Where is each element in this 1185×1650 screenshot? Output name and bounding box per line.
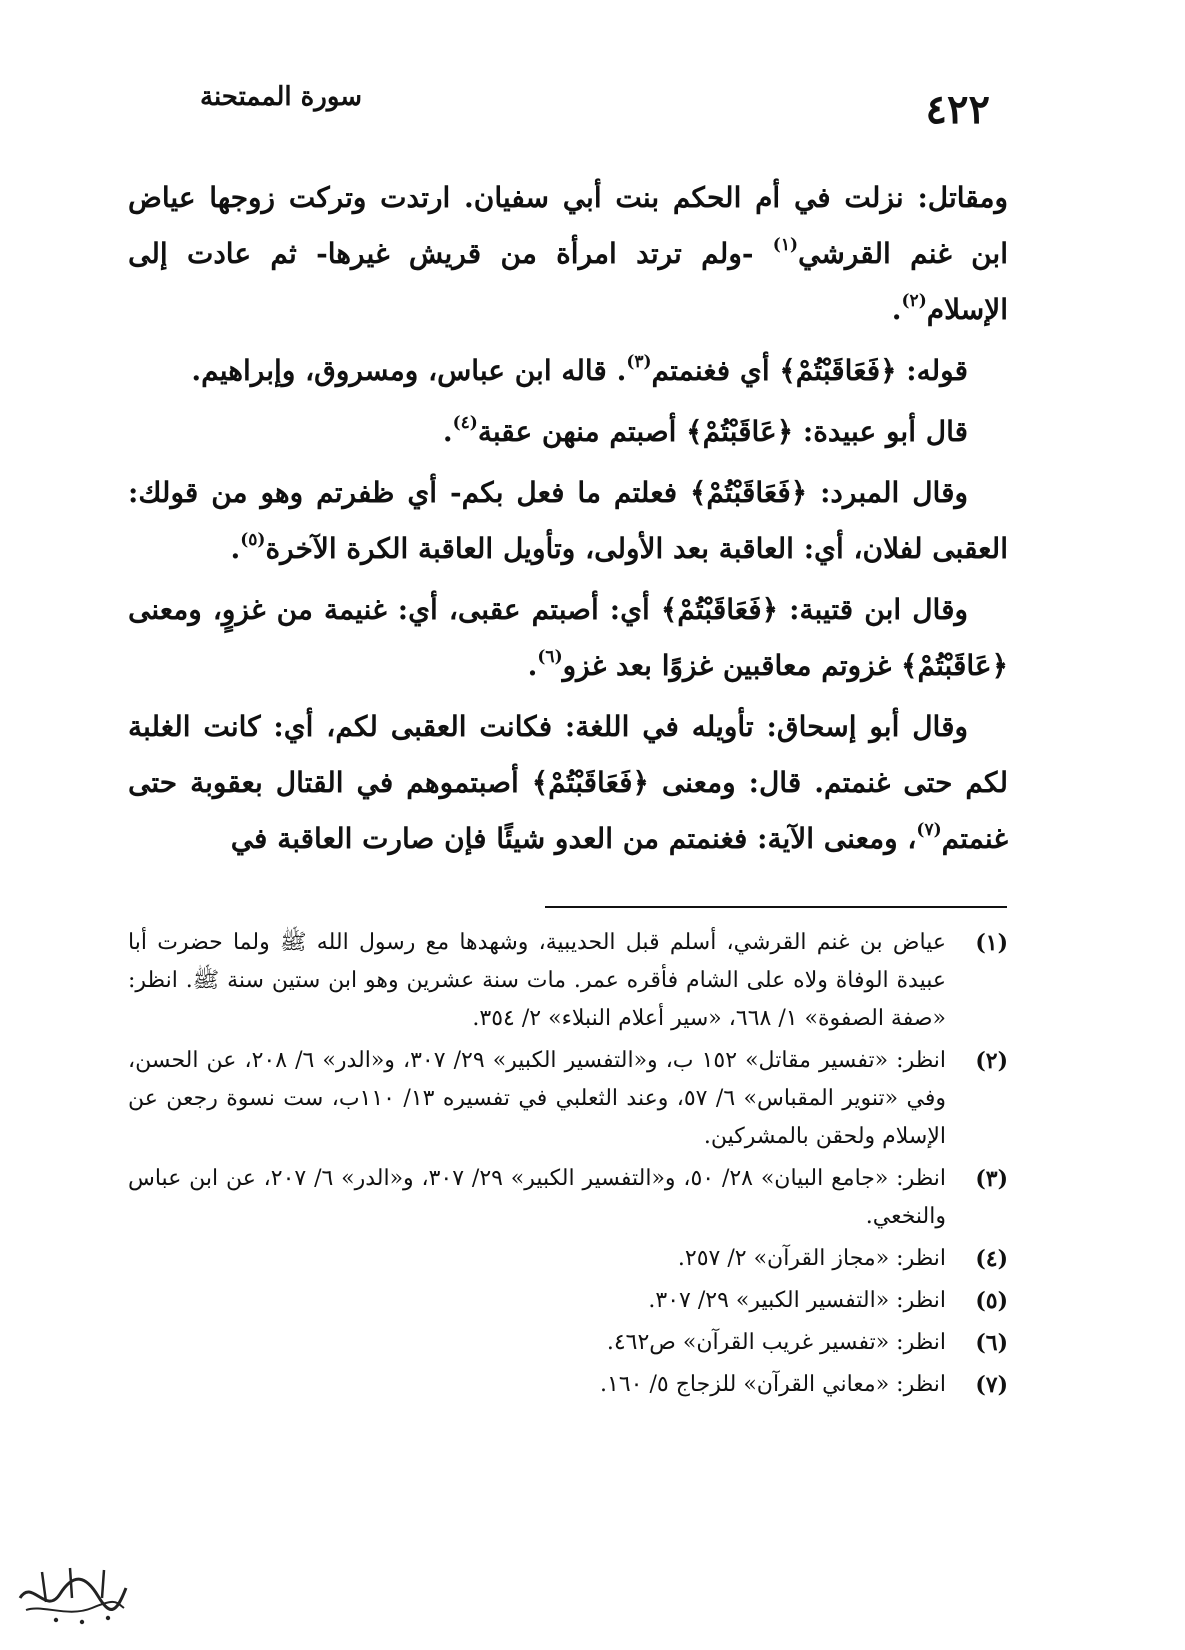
- quran-quote: ﴿فَعَاقَبْتُمْ﴾: [690, 476, 808, 509]
- text-run: أصبتموهم في القتال بعقوبة حتى غنمتم: [128, 766, 1008, 855]
- footnote-5: [128, 1282, 1008, 1320]
- quran-quote: ﴿فَعَاقَبْتُمْ﴾: [531, 766, 649, 799]
- footnote-text: انظر: «مجاز القرآن» ٢/ ٢٥٧.: [677, 1246, 946, 1271]
- footnote-3: [128, 1160, 1008, 1236]
- surah-title: سورة الممتحنة: [200, 82, 363, 112]
- footnote-ref-5: (٥): [240, 529, 266, 550]
- paragraph-4: [128, 465, 1008, 577]
- footnote-text: انظر: «معاني القرآن» للزجاج ٥/ ١٦٠.: [600, 1372, 946, 1397]
- footnote-number: (١): [975, 930, 1008, 956]
- footnote-ref-7: (٧): [916, 819, 942, 840]
- text-run: أي فغنمتم: [651, 354, 780, 387]
- footnote-ref-2: (٢): [901, 290, 927, 311]
- text-run: . قاله ابن عباس، ومسروق، وإبراهيم.: [191, 354, 627, 387]
- text-run: قال أبو عبيدة:: [793, 415, 968, 448]
- footnote-number: (٦): [975, 1330, 1008, 1356]
- footnote-ref-4: (٤): [452, 412, 478, 433]
- footnote-number: (٥): [975, 1288, 1008, 1314]
- text-run: .: [891, 293, 902, 326]
- main-text: [128, 170, 1008, 872]
- footnote-text: انظر: «التفسير الكبير» ٢٩/ ٣٠٧.: [648, 1288, 946, 1313]
- publisher-logo-graphic: [12, 1558, 132, 1630]
- footnote-2: [128, 1042, 1008, 1156]
- footnote-separator: [545, 906, 1007, 908]
- text-run: أصبتم منهن عقبة: [477, 415, 687, 448]
- footnotes: [128, 924, 1008, 1408]
- footnote-ref-3: (٣): [626, 351, 652, 372]
- text-run: أي: أصبتم عقبى، أي: غنيمة من غزوٍ، ومعنى: [128, 593, 661, 626]
- text-run: غزوتم معاقبين غزوًا بعد غزو: [562, 649, 902, 682]
- footnote-number: (٧): [975, 1372, 1008, 1398]
- footnote-text: انظر: «تفسير مقاتل» ١٥٢ ب، و«التفسير الكبير» ٢٩/ ٣٠٧، و«الدر» ٦/ ٢٠٨، عن الحسن، وفي «تنوير المقباس» ٦/ ٥٧، وعند الثعلبي في تفسيره ١٣/ ١١٠ب، ست نسوة رجعن عن الإسلام ولحقن بالمشركين.: [128, 1048, 946, 1149]
- footnote-text: انظر: «تفسير غريب القرآن» ص٤٦٢.: [606, 1330, 946, 1355]
- paragraph-3: [128, 404, 1008, 460]
- quran-quote: ﴿فَعَاقَبْتُمْ﴾: [779, 354, 897, 387]
- text-run: وقال أبو إسحاق: تأويله في اللغة: فكانت العقبى لكم، أي: كانت الغلبة لكم حتى غنمتم. قال: ومعنى: [128, 710, 1008, 799]
- text-run: ، ومعنى الآية: فغنمتم من العدو شيئًا فإن صارت العاقبة في: [230, 822, 917, 855]
- footnote-number: (٢): [975, 1048, 1008, 1074]
- paragraph-5: [128, 582, 1008, 694]
- paragraph-2: [128, 343, 1008, 399]
- text-run: .: [230, 532, 241, 565]
- page-header: [170, 72, 990, 142]
- footnote-ref-6: (٦): [537, 646, 563, 667]
- paragraph-6: [128, 699, 1008, 867]
- page-number: ٤٢٢: [925, 86, 990, 133]
- publisher-logo: [12, 1558, 132, 1630]
- text-run: .: [527, 649, 538, 682]
- quran-quote: ﴿عَاقَبْتُمْ﴾: [686, 415, 794, 448]
- text-run: وقال ابن قتيبة:: [778, 593, 968, 626]
- quran-quote: ﴿فَعَاقَبْتُمْ﴾: [660, 593, 779, 626]
- text-run: فعلتم ما فعل بكم- أي ظفرتم وهو من قولك: العقبى لفلان، أي: العاقبة بعد الأولى، وتأويل العاقبة الكرة الآخرة: [128, 476, 1008, 565]
- footnote-text: انظر: «جامع البيان» ٢٨/ ٥٠، و«التفسير الكبير» ٢٩/ ٣٠٧، و«الدر» ٦/ ٢٠٧، عن ابن عباس والنخعي.: [128, 1166, 946, 1229]
- footnote-text: عياض بن غنم القرشي، أسلم قبل الحديبية، وشهدها مع رسول الله ﷺ ولما حضرت أبا عبيدة الوفاة ولاه على الشام فأقره عمر. مات سنة عشرين وهو ابن ستين سنة ﷺ. انظر: «صفة الصفوة» ١/ ٦٦٨، «سير أعلام النبلاء» ٢/ ٣٥٤.: [128, 930, 946, 1031]
- footnote-ref-1: (١): [772, 234, 799, 255]
- footnote-6: [128, 1324, 1008, 1362]
- footnote-7: [128, 1366, 1008, 1404]
- footnote-4: [128, 1240, 1008, 1278]
- footnote-1: [128, 924, 1008, 1038]
- quran-quote: ﴿عَاقَبْتُمْ﴾: [901, 649, 1008, 682]
- text-run: وقال المبرد:: [807, 476, 968, 509]
- text-run: -ولم ترتد امرأة من قريش غيرها- ثم عادت إلى الإسلام: [128, 237, 1008, 326]
- text-run: .: [442, 415, 453, 448]
- paragraph-1: [128, 170, 1008, 338]
- footnote-number: (٣): [975, 1166, 1008, 1192]
- footnote-number: (٤): [975, 1246, 1008, 1272]
- text-run: ومقاتل: نزلت في أم الحكم بنت أبي سفيان. ارتدت وتركت زوجها عياض ابن غنم القرشي: [128, 181, 1008, 270]
- text-run: قوله:: [896, 354, 968, 387]
